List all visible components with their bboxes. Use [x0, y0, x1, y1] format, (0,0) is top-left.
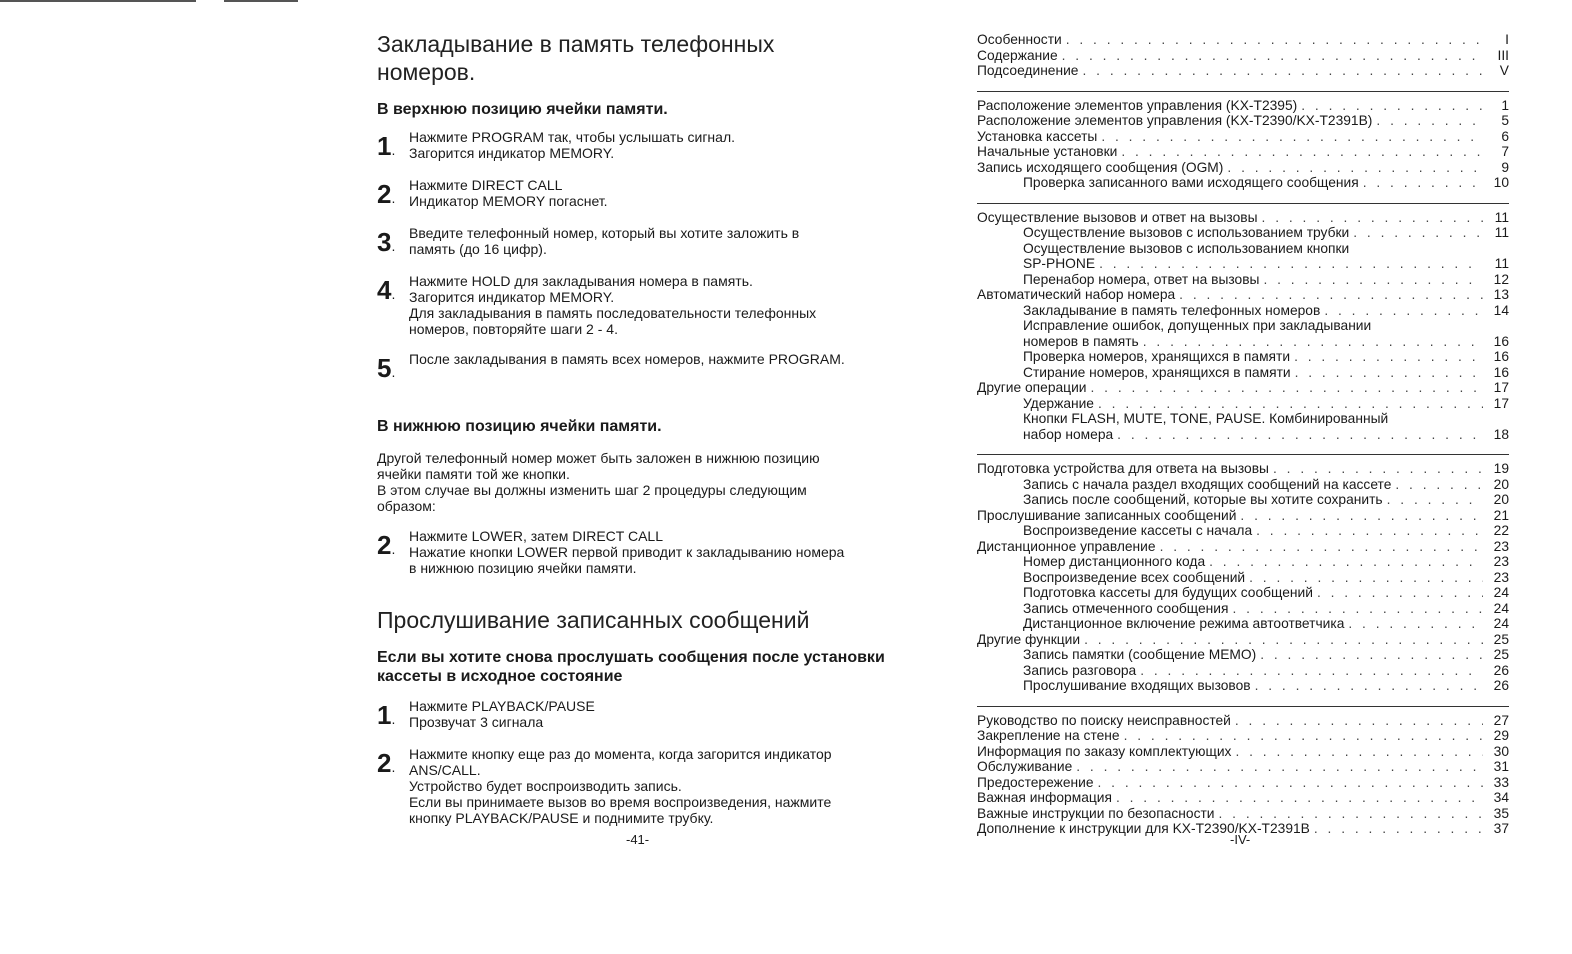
- toc-entry: [977, 647, 1509, 663]
- toc-dot-leader: [1255, 678, 1483, 694]
- step-text: [409, 351, 845, 367]
- toc-entry-title: Дистанционное включение режима автоответчика: [1023, 616, 1345, 631]
- toc-page-number: 35: [1493, 805, 1509, 821]
- toc-entry: [977, 806, 1509, 822]
- toc-entry: [977, 759, 1509, 775]
- step-text: [409, 177, 608, 209]
- toc-page-number: 16: [1493, 364, 1509, 380]
- lower-position-paragraph: [377, 450, 917, 514]
- step-line: Нажмите PLAYBACK/PAUSE: [409, 698, 595, 714]
- toc-entry: [977, 272, 1509, 288]
- toc-dot-leader: [1219, 806, 1484, 822]
- step-line: Если вы принимаете вызов во время воспроизведения, нажмите: [409, 794, 832, 810]
- toc-dot-leader: [1116, 790, 1483, 806]
- section-title-memory: Закладывание в память телефонных номеров.: [377, 31, 775, 85]
- toc-dot-leader: [1260, 647, 1483, 663]
- step-text: [409, 129, 735, 161]
- toc-entry-title: Подготовка кассеты для будущих сообщений: [1023, 585, 1313, 600]
- toc-entry-title: Прослушивание записанных сообщений: [977, 507, 1237, 523]
- step-text: [409, 746, 832, 826]
- toc-entry: [977, 775, 1509, 791]
- toc-entry-title: Расположение элементов управления (KX-T2395): [977, 97, 1298, 113]
- toc-dot-leader: [1249, 570, 1483, 586]
- toc-entry: [977, 427, 1509, 443]
- toc-page-number: I: [1505, 32, 1509, 47]
- toc-dot-leader: [1084, 632, 1483, 648]
- toc-page-number: 20: [1493, 476, 1509, 492]
- toc-entry: [977, 349, 1509, 365]
- toc-dot-leader: [1235, 744, 1483, 760]
- toc-page-number: 26: [1493, 662, 1509, 678]
- toc-dot-leader: [1140, 663, 1483, 679]
- toc-dot-leader: [1179, 287, 1483, 303]
- toc-separator: [977, 91, 1509, 92]
- toc-page-number: 16: [1493, 333, 1509, 349]
- toc-entry-title: Прослушивание входящих вызовов: [1023, 678, 1251, 693]
- toc-entry-title: Кнопки FLASH, MUTE, TONE, PAUSE. Комбинированный: [1023, 411, 1389, 426]
- toc-entry: [977, 98, 1509, 114]
- toc-page-number: 1: [1501, 97, 1509, 113]
- toc-entry: [977, 303, 1509, 319]
- paragraph-line: В этом случае вы должны изменить шаг 2 процедуры следующим: [377, 482, 807, 498]
- step-text: [409, 698, 595, 730]
- toc-dot-leader: [1317, 585, 1483, 601]
- paragraph-line: образом:: [377, 498, 436, 514]
- toc-separator: [977, 706, 1509, 707]
- step-item: [377, 698, 917, 732]
- toc-page-number: 20: [1493, 492, 1509, 507]
- toc-dot-leader: [1099, 256, 1483, 272]
- step-text: [409, 225, 799, 257]
- step-item: [377, 351, 917, 385]
- page-number-right: -IV-: [1230, 832, 1251, 847]
- step-line: в нижнюю позицию ячейки памяти.: [409, 560, 637, 576]
- toc-entry: [977, 334, 1509, 350]
- step-number: 1.: [377, 700, 396, 730]
- toc-page-number: 24: [1493, 585, 1509, 600]
- toc-entry: [977, 461, 1509, 477]
- toc-page-number: 12: [1493, 271, 1509, 287]
- toc-entry: [977, 728, 1509, 744]
- toc-page-number: 9: [1501, 159, 1509, 175]
- step-number: 4.: [377, 275, 396, 305]
- subheading-lower-position: В нижнюю позицию ячейки памяти.: [377, 418, 662, 435]
- toc-page-number: 25: [1493, 647, 1509, 662]
- toc-dot-leader: [1124, 728, 1483, 744]
- toc-dot-leader: [1263, 272, 1483, 288]
- toc-entry: [977, 663, 1509, 679]
- step-item: [377, 528, 917, 576]
- toc-dot-leader: [1076, 759, 1483, 775]
- toc-separator: [977, 203, 1509, 204]
- toc-page-number: V: [1499, 63, 1509, 78]
- toc-entry: [977, 616, 1509, 632]
- toc-entry-title: Осуществление вызовов и ответ на вызовы: [977, 209, 1258, 225]
- toc-page-number: 5: [1501, 113, 1509, 128]
- table-of-contents: [977, 32, 1509, 837]
- toc-page-number: III: [1497, 47, 1509, 63]
- step-number: 2.: [377, 530, 396, 560]
- toc-entry-title: Исправление ошибок, допущенных при закладывании: [1023, 318, 1372, 333]
- toc-entry: [977, 678, 1509, 694]
- toc-page-number: 7: [1501, 144, 1509, 159]
- step-number: 2.: [377, 748, 396, 778]
- toc-entry: [977, 585, 1509, 601]
- paragraph-line: Другой телефонный номер может быть заложен в нижнюю позицию: [377, 450, 820, 466]
- left-page: [377, 30, 917, 826]
- toc-entry-title: Номер дистанционного кода: [1023, 554, 1206, 569]
- step-item: [377, 273, 917, 337]
- step-number: 1.: [377, 131, 396, 161]
- page-number-left: -41-: [626, 832, 650, 847]
- step-line: После закладывания в память всех номеров, нажмите PROGRAM.: [409, 351, 845, 367]
- step-line: Нажмите LOWER, затем DIRECT CALL: [409, 528, 663, 544]
- toc-page-number: 24: [1493, 600, 1509, 616]
- toc-entry: [977, 539, 1509, 555]
- toc-entry-title: Воспроизведение всех сообщений: [1023, 569, 1246, 585]
- toc-dot-leader: [1082, 63, 1483, 79]
- toc-dot-leader: [1294, 349, 1483, 365]
- toc-entry: [977, 508, 1509, 524]
- toc-entry: [977, 144, 1509, 160]
- toc-entry-title: SP-PHONE: [1023, 256, 1096, 271]
- toc-entry-title: номеров в память: [1023, 333, 1139, 349]
- toc-dot-leader: [1117, 427, 1483, 443]
- toc-dot-leader: [1240, 508, 1483, 524]
- scan-edge-line: [0, 0, 196, 2]
- step-line: ANS/CALL.: [409, 762, 481, 778]
- toc-page-number: 24: [1493, 616, 1509, 631]
- toc-dot-leader: [1273, 461, 1483, 477]
- toc-entry: [977, 48, 1509, 64]
- step-text: [409, 273, 816, 337]
- toc-page-number: 25: [1493, 631, 1509, 647]
- toc-entry-title: Начальные установки: [977, 144, 1118, 159]
- toc-entry-title: Дистанционное управление: [977, 538, 1156, 554]
- toc-dot-leader: [1314, 821, 1483, 837]
- toc-page-number: 19: [1493, 461, 1509, 476]
- subheading-replay: Если вы хотите снова прослушать сообщения после установки кассеты в исходное состояние: [377, 649, 885, 685]
- toc-entry: [977, 318, 1509, 334]
- toc-entry: [977, 256, 1509, 272]
- toc-entry: [977, 790, 1509, 806]
- toc-entry-title: Запись после сообщений, которые вы хотите сохранить: [1023, 492, 1383, 507]
- subheading-upper-position: В верхнюю позицию ячейки памяти.: [377, 101, 668, 118]
- step-line: Нажмите кнопку еще раз до момента, когда загорится индикатор: [409, 746, 832, 762]
- toc-page-number: 18: [1493, 426, 1509, 442]
- toc-page-number: 11: [1494, 225, 1509, 240]
- toc-entry-title: Запись разговора: [1023, 662, 1137, 678]
- toc-entry: [977, 554, 1509, 570]
- toc-page-number: 37: [1493, 821, 1509, 836]
- steps-replay: [377, 698, 917, 826]
- toc-dot-leader: [1160, 539, 1483, 555]
- toc-page-number: 26: [1493, 678, 1509, 693]
- toc-separator: [977, 454, 1509, 455]
- toc-entry: [977, 287, 1509, 303]
- toc-page-number: 13: [1493, 287, 1509, 302]
- toc-entry: [977, 477, 1509, 493]
- toc-dot-leader: [1227, 160, 1483, 176]
- toc-entry: [977, 570, 1509, 586]
- toc-dot-leader: [1091, 380, 1484, 396]
- toc-entry-title: Подсоединение: [977, 63, 1079, 78]
- toc-dot-leader: [1235, 713, 1483, 729]
- step-item: [377, 129, 917, 163]
- toc-entry: [977, 225, 1509, 241]
- scan-edge-line: [224, 0, 298, 2]
- toc-entry-title: Руководство по поиску неисправностей: [977, 712, 1231, 728]
- toc-page-number: 33: [1493, 774, 1509, 790]
- toc-page-number: 30: [1493, 743, 1509, 759]
- toc-entry: [977, 32, 1509, 48]
- toc-entry-title: Важная информация: [977, 790, 1112, 805]
- toc-dot-leader: [1209, 554, 1483, 570]
- step-item: [377, 746, 917, 826]
- toc-entry: [977, 411, 1509, 427]
- toc-dot-leader: [1301, 98, 1483, 114]
- toc-entry: [977, 492, 1509, 508]
- step-line: Индикатор MEMORY погаснет.: [409, 193, 608, 209]
- toc-entry-title: Содержание: [977, 47, 1058, 63]
- toc-entry-title: Удержание: [1023, 395, 1094, 411]
- toc-entry-title: Особенности: [977, 32, 1062, 47]
- toc-page-number: 23: [1493, 554, 1509, 569]
- toc-dot-leader: [1363, 175, 1483, 191]
- toc-page-number: 6: [1501, 128, 1509, 144]
- toc-entry-title: Стирание номеров, хранящихся в памяти: [1023, 364, 1291, 380]
- step-number: 5.: [377, 353, 396, 383]
- toc-entry-title: Запись с начала раздел входящих сообщений на кассете: [1023, 476, 1392, 492]
- toc-entry-title: Другие функции: [977, 631, 1081, 647]
- toc-page-number: 10: [1493, 175, 1509, 190]
- toc-entry-title: набор номера: [1023, 426, 1114, 442]
- toc-entry-title: Информация по заказу комплектующих: [977, 743, 1232, 759]
- step-line: Для закладывания в память последовательности телефонных: [409, 305, 817, 321]
- step-line: кнопку PLAYBACK/PAUSE и поднимите трубку.: [409, 810, 714, 826]
- toc-dot-leader: [1324, 303, 1483, 319]
- toc-entry: [977, 129, 1509, 145]
- toc-entry: [977, 175, 1509, 191]
- toc-entry: [977, 113, 1509, 129]
- toc-dot-leader: [1062, 48, 1483, 64]
- steps-upper: [377, 129, 917, 385]
- toc-page-number: 34: [1493, 790, 1509, 805]
- toc-dot-leader: [1098, 396, 1483, 412]
- toc-entry: [977, 160, 1509, 176]
- toc-page-number: 17: [1493, 395, 1509, 411]
- paragraph-line: ячейки памяти той же кнопки.: [377, 466, 570, 482]
- step-line: Введите телефонный номер, который вы хотите заложить в: [409, 225, 800, 241]
- toc-dot-leader: [1376, 113, 1483, 129]
- toc-entry-title: Установка кассеты: [977, 128, 1098, 144]
- toc-page-number: 11: [1494, 209, 1509, 225]
- toc-entry-title: Закрепление на стене: [977, 728, 1120, 743]
- toc-entry: [977, 210, 1509, 226]
- toc-page-number: 14: [1493, 302, 1509, 318]
- toc-entry-title: Обслуживание: [977, 759, 1073, 774]
- toc-dot-leader: [1295, 365, 1483, 381]
- step-line: Устройство будет воспроизводить запись.: [409, 778, 682, 794]
- step-number: 2.: [377, 179, 396, 209]
- toc-entry-title: Автоматический набор номера: [977, 287, 1176, 302]
- toc-entry-title: Запись отмеченного сообщения: [1023, 600, 1229, 616]
- toc-page-number: 16: [1493, 349, 1509, 364]
- step-line: Нажмите PROGRAM так, чтобы услышать сигнал.: [409, 129, 735, 145]
- toc-page-number: 17: [1493, 380, 1509, 395]
- step-lower: [377, 528, 917, 576]
- step-line: Нажмите DIRECT CALL: [409, 177, 563, 193]
- step-line: Нажатие кнопки LOWER первой приводит к закладыванию номера: [409, 544, 845, 560]
- toc-page-number: 29: [1493, 728, 1509, 743]
- step-line: номеров, повторяйте шаги 2 - 4.: [409, 321, 618, 337]
- toc-entry: [977, 63, 1509, 79]
- toc-dot-leader: [1348, 616, 1483, 632]
- toc-entry-title: Подготовка устройства для ответа на вызовы: [977, 461, 1269, 476]
- toc-dot-leader: [1066, 32, 1483, 48]
- toc-entry: [977, 396, 1509, 412]
- step-number: 3.: [377, 227, 396, 257]
- toc-entry-title: Перенабор номера, ответ на вызовы: [1023, 271, 1260, 287]
- step-item: [377, 225, 917, 259]
- step-line: Загорится индикатор MEMORY.: [409, 289, 615, 305]
- toc-dot-leader: [1256, 523, 1483, 539]
- toc-entry: [977, 380, 1509, 396]
- toc-page-number: 11: [1494, 256, 1509, 271]
- step-text: [409, 528, 844, 576]
- toc-page-number: 22: [1493, 523, 1509, 538]
- toc-dot-leader: [1232, 601, 1483, 617]
- toc-page-number: 23: [1493, 538, 1509, 554]
- toc-entry-title: Запись памятки (сообщение MEMO): [1023, 647, 1257, 662]
- toc-entry-title: Осуществление вызовов с использованием трубки: [1023, 225, 1350, 240]
- toc-entry-title: Осуществление вызовов с использованием кнопки: [1023, 240, 1350, 256]
- toc-entry-title: Запись исходящего сообщения (OGM): [977, 159, 1224, 175]
- toc-dot-leader: [1143, 334, 1483, 350]
- toc-dot-leader: [1262, 210, 1483, 226]
- toc-entry-title: Важные инструкции по безопасности: [977, 805, 1215, 821]
- toc-dot-leader: [1353, 225, 1483, 241]
- toc-entry: [977, 744, 1509, 760]
- toc-page-number: 27: [1493, 712, 1509, 728]
- toc-page-number: 23: [1493, 569, 1509, 585]
- toc-entry: [977, 241, 1509, 257]
- step-line: Прозвучат 3 сигнала: [409, 714, 544, 730]
- toc-dot-leader: [1121, 144, 1483, 160]
- toc-entry-title: Расположение элементов управления (KX-T2390/KX-T2391B): [977, 113, 1373, 128]
- toc-entry: [977, 713, 1509, 729]
- toc-entry: [977, 523, 1509, 539]
- step-line: Загорится индикатор MEMORY.: [409, 145, 615, 161]
- toc-entry-title: Проверка номеров, хранящихся в памяти: [1023, 349, 1291, 364]
- toc-entry-title: Проверка записанного вами исходящего сообщения: [1023, 175, 1359, 190]
- toc-page-number: 21: [1493, 507, 1509, 523]
- step-item: [377, 177, 917, 211]
- toc-entry: [977, 365, 1509, 381]
- toc-dot-leader: [1387, 492, 1483, 508]
- section-title-playback: Прослушивание записанных сообщений: [377, 607, 810, 633]
- toc-dot-leader: [1098, 775, 1483, 791]
- toc-page-number: 31: [1493, 759, 1509, 774]
- toc-entry: [977, 632, 1509, 648]
- toc-dot-leader: [1395, 477, 1483, 493]
- toc-entry: [977, 601, 1509, 617]
- toc-entry-title: Предостережение: [977, 774, 1094, 790]
- toc-entry-title: Воспроизведение кассеты с начала: [1023, 523, 1253, 538]
- toc-entry-title: Дополнение к инструкции для KX-T2390/KX-T2391B: [977, 821, 1310, 836]
- toc-entry-title: Закладывание в память телефонных номеров: [1023, 302, 1321, 318]
- step-line: Нажмите HOLD для закладывания номера в память.: [409, 273, 753, 289]
- toc-dot-leader: [1101, 129, 1483, 145]
- toc-entry-title: Другие операции: [977, 380, 1087, 395]
- step-line: память (до 16 цифр).: [409, 241, 547, 257]
